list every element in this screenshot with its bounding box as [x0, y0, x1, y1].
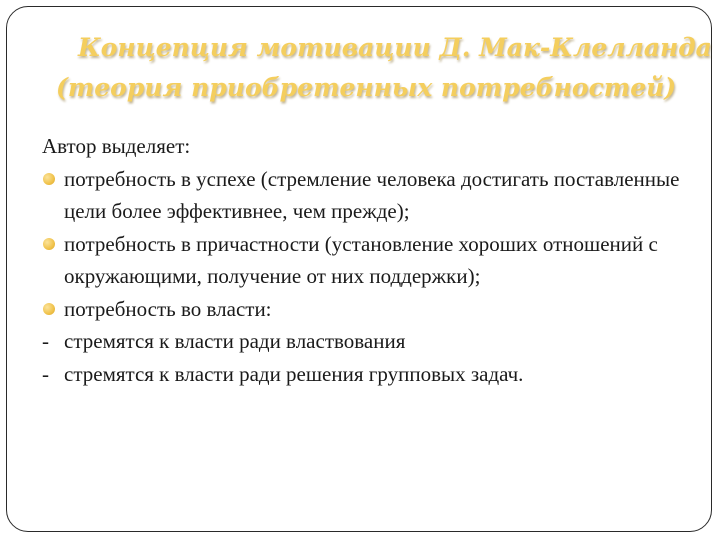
slide-body: [42, 130, 692, 390]
dash-item-power-for-tasks: [42, 358, 692, 391]
bullet-item-power: [42, 293, 692, 326]
bullet-text: потребность во власти:: [64, 296, 272, 321]
intro-text: Автор выделяет:: [42, 134, 191, 158]
bullet-dot-icon: [43, 303, 55, 315]
bullet-item-success: [42, 163, 692, 228]
dash-marker: -: [42, 329, 49, 353]
dash-text: стремятся к власти ради властвования: [64, 329, 406, 353]
bullet-text: потребность в причастности (установление хороших отношений с окружающими, получение от них поддержки);: [64, 231, 658, 288]
bullet-text: потребность в успехе (стремление человека достигать поставленные цели более эффективнее, чем прежде);: [64, 166, 680, 223]
bullet-item-affiliation: [42, 228, 692, 293]
bullet-dot-icon: [43, 238, 55, 250]
dash-item-power-for-power: [42, 325, 692, 358]
title-line-2: (теория приобретенных потребностей): [56, 73, 677, 102]
slide-title: [56, 28, 712, 108]
dash-marker: -: [42, 361, 49, 386]
bullet-dot-icon: [43, 173, 55, 185]
dash-text: стремятся к власти ради решения групповых задач.: [64, 361, 524, 386]
title-line-1: Концепция мотивации Д. Мак-Клелланда: [78, 33, 712, 62]
